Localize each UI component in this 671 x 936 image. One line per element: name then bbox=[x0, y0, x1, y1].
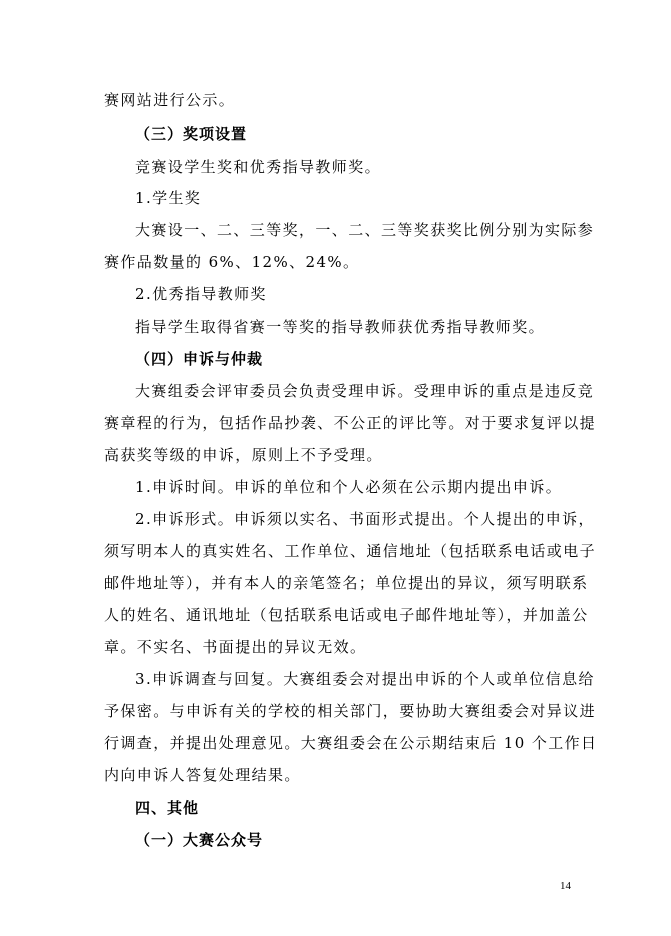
paragraph-line: 大赛设一、二、三等奖，一、二、三等奖获奖比例分别为实际参 bbox=[135, 221, 595, 239]
paragraph-line: 予保密。与申诉有关的学校的相关部门，要协助大赛组委会对异议进 bbox=[104, 702, 597, 720]
paragraph-line: 高获奖等级的申诉，原则上不予受理。 bbox=[104, 446, 383, 464]
subheading-student-award: 1.学生奖 bbox=[135, 189, 202, 207]
section-heading-awards: （三）奖项设置 bbox=[135, 125, 248, 143]
paragraph-line: 赛网站进行公示。 bbox=[104, 91, 236, 109]
subheading-teacher-award: 2.优秀指导教师奖 bbox=[135, 285, 267, 303]
paragraph-line: 1.申诉时间。申诉的单位和个人必须在公示期内提出申诉。 bbox=[135, 478, 563, 496]
section-heading-official-account: （一）大赛公众号 bbox=[135, 831, 264, 849]
paragraph-line: 3.申诉调查与回复。大赛组委会对提出申诉的个人或单位信息给 bbox=[135, 670, 595, 688]
paragraph-line: 行调查，并提出处理意见。大赛组委会在公示期结束后 10 个工作日 bbox=[104, 734, 598, 752]
page-number: 14 bbox=[560, 880, 571, 892]
paragraph-line: 指导学生取得省赛一等奖的指导教师获优秀指导教师奖。 bbox=[135, 318, 546, 336]
section-heading-other: 四、其他 bbox=[135, 799, 200, 817]
paragraph-line: 2.申诉形式。申诉须以实名、书面形式提出。个人提出的申诉， bbox=[135, 510, 595, 528]
section-heading-appeals: （四）申诉与仲裁 bbox=[135, 350, 264, 368]
paragraph-line: 内向申诉人答复处理结果。 bbox=[104, 766, 301, 784]
paragraph-line: 大赛组委会评审委员会负责受理申诉。受理申诉的重点是违反竞 bbox=[135, 382, 595, 400]
paragraph-line: 赛章程的行为，包括作品抄袭、不公正的评比等。对于要求复评以提 bbox=[104, 414, 597, 432]
paragraph-line: 竞赛设学生奖和优秀指导教师奖。 bbox=[135, 158, 382, 176]
paragraph-line: 须写明本人的真实姓名、工作单位、通信地址（包括联系电话或电子 bbox=[104, 542, 597, 560]
paragraph-line: 邮件地址等），并有本人的亲笔签名；单位提出的异议，须写明联系 bbox=[104, 574, 589, 592]
paragraph-line: 章。不实名、书面提出的异议无效。 bbox=[104, 638, 367, 656]
paragraph-line: 人的姓名、通讯地址（包括联系电话或电子邮件地址等），并加盖公 bbox=[104, 606, 589, 624]
paragraph-line: 赛作品数量的 6%、12%、24%。 bbox=[104, 253, 360, 271]
